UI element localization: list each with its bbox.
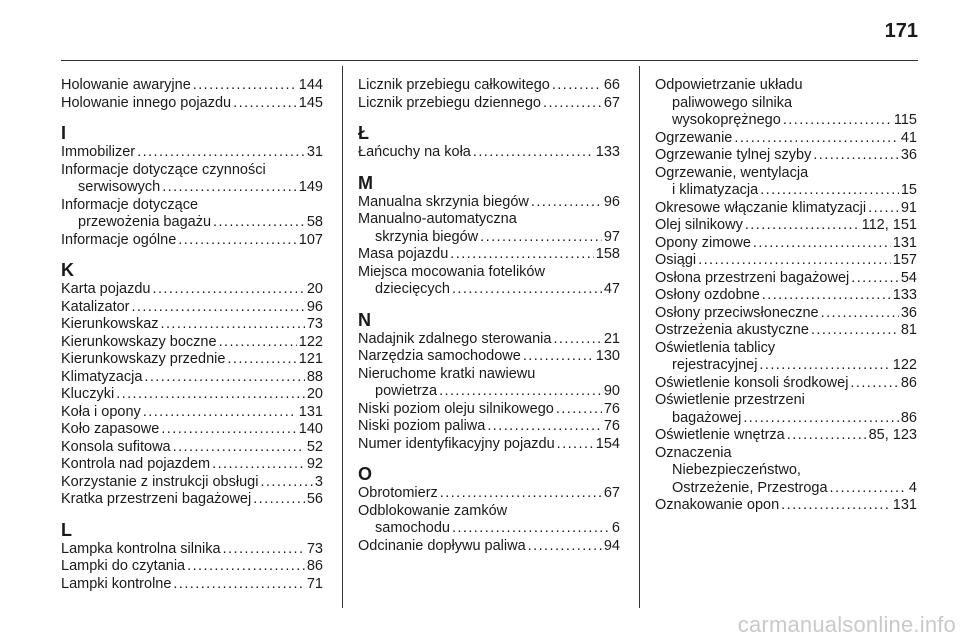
index-term: Holowanie innego pojazdu	[61, 94, 232, 111]
index-term: Masa pojazdu	[358, 246, 449, 262]
page-reference: 154	[595, 435, 620, 452]
index-entry	[655, 497, 917, 515]
index-term: Lampki do czytania	[61, 558, 186, 574]
index-column-3	[655, 77, 917, 515]
index-entry	[655, 287, 917, 305]
index-entry	[61, 299, 323, 317]
index-letter-heading: M	[358, 172, 373, 193]
dot-leader	[480, 229, 602, 247]
index-entry	[358, 401, 620, 419]
page-reference: 56	[306, 491, 323, 507]
index-term: Obrotomierz	[358, 485, 438, 501]
page-reference: 73	[306, 316, 323, 332]
index-entry	[655, 375, 917, 393]
index-term: Katalizator	[61, 298, 130, 315]
page-reference: 41	[900, 129, 917, 146]
page-reference: 52	[306, 438, 323, 455]
page-reference: 36	[900, 147, 917, 163]
index-entry	[61, 474, 323, 492]
column-divider	[342, 66, 343, 608]
index-term: paliwowego silnika	[672, 94, 793, 111]
page-reference: 140	[298, 421, 323, 437]
dot-leader	[552, 77, 602, 95]
dot-leader	[223, 541, 305, 559]
page-reference: 96	[603, 193, 620, 210]
page-reference: 112, 151	[861, 217, 917, 233]
index-letter-heading: O	[358, 464, 373, 484]
index-term: Olej silnikowy	[655, 217, 743, 233]
dot-leader	[219, 334, 297, 352]
index-term: powietrza	[375, 383, 438, 399]
page-reference: 73	[306, 540, 323, 557]
index-entry	[61, 281, 323, 299]
dot-leader	[452, 520, 610, 538]
dot-leader	[161, 316, 305, 334]
index-entry	[61, 421, 323, 439]
page-reference: 130	[595, 348, 620, 364]
page-reference: 47	[603, 281, 620, 297]
dot-leader	[528, 538, 602, 556]
dot-leader	[178, 232, 297, 250]
index-column-2	[358, 77, 620, 555]
index-letter-heading: K	[61, 260, 74, 280]
index-term: Łańcuchy na koła	[358, 144, 471, 160]
index-term: Koła i opony	[61, 403, 141, 420]
page-reference: 121	[298, 351, 323, 367]
dot-leader	[144, 369, 304, 387]
dot-leader	[227, 351, 296, 369]
index-term: Kierunkowskazy przednie	[61, 351, 226, 367]
page-reference: 86	[900, 409, 917, 426]
index-entry	[655, 77, 917, 130]
page-reference: 131	[892, 497, 917, 513]
column-divider	[639, 66, 640, 608]
dot-leader	[152, 281, 304, 299]
index-entry	[61, 576, 323, 594]
index-term: Nadajnik zdalnego sterowania	[358, 330, 552, 347]
dot-leader	[116, 386, 305, 404]
page-reference: 21	[603, 330, 620, 347]
dot-leader	[253, 491, 305, 509]
dot-leader	[523, 348, 594, 366]
index-entry	[61, 456, 323, 474]
page-reference: 122	[298, 333, 323, 350]
index-term: Koło zapasowe	[61, 421, 160, 437]
dot-leader	[137, 144, 305, 162]
index-term: rejestracyjnej	[672, 357, 758, 373]
page-reference: 66	[603, 77, 620, 93]
page-reference: 145	[298, 94, 323, 111]
index-term: wysokoprężnego	[672, 112, 781, 128]
dot-leader	[557, 436, 594, 454]
index-entry	[655, 252, 917, 270]
index-term: Oznakowanie opon	[655, 497, 780, 513]
dot-leader	[851, 270, 899, 288]
dot-leader	[850, 375, 898, 393]
index-term: Oświetlenie przestrzeni	[655, 392, 805, 408]
page-reference: 36	[900, 304, 917, 321]
page-reference: 91	[900, 199, 917, 216]
dot-leader	[173, 576, 304, 594]
page-reference: 94	[603, 537, 620, 554]
dot-leader	[781, 497, 891, 515]
index-entry	[61, 334, 323, 352]
dot-leader	[132, 299, 305, 317]
index-term: Kontrola nad pojazdem	[61, 456, 211, 472]
index-entry	[655, 130, 917, 148]
index-term: Odpowietrzanie układu	[655, 77, 803, 93]
index-entry	[655, 165, 917, 200]
page-reference: 144	[298, 77, 323, 93]
page-reference: 97	[603, 228, 620, 245]
index-term: Karta pojazdu	[61, 281, 151, 297]
index-entry	[358, 194, 620, 212]
dot-leader	[698, 252, 891, 270]
index-entry	[358, 246, 620, 264]
page-reference: 71	[306, 575, 323, 592]
index-term: Ogrzewanie, wentylacja	[655, 164, 809, 181]
index-entry	[61, 386, 323, 404]
index-entry	[655, 217, 917, 235]
dot-leader	[161, 421, 296, 439]
dot-leader	[745, 217, 860, 235]
dot-leader	[473, 144, 594, 162]
index-term: Lampki kontrolne	[61, 575, 172, 592]
page-reference: 131	[892, 234, 917, 251]
index-term: samochodu	[375, 520, 450, 536]
page-reference: 92	[306, 456, 323, 472]
dot-leader	[760, 182, 899, 200]
index-term: Kierunkowskazy boczne	[61, 333, 217, 350]
index-term: Ostrzeżenia akustyczne	[655, 322, 809, 338]
index-entry	[358, 144, 620, 162]
page-reference: 58	[306, 214, 323, 230]
dot-leader	[233, 95, 297, 113]
page-reference: 54	[900, 269, 917, 286]
page-number: 171	[884, 20, 918, 42]
page-reference: 88	[306, 368, 323, 385]
page-reference: 149	[298, 179, 323, 195]
index-entry	[61, 95, 323, 113]
page-reference: 133	[892, 287, 917, 303]
index-term: Licznik przebiegu całkowitego	[358, 77, 550, 93]
index-entry	[61, 491, 323, 509]
dot-leader	[450, 246, 594, 264]
page-reference: 31	[306, 144, 323, 160]
dot-leader	[212, 456, 305, 474]
index-entry	[61, 558, 323, 576]
dot-leader	[787, 427, 867, 445]
index-term: Holowanie awaryjne	[61, 77, 191, 93]
index-entry	[61, 77, 323, 95]
index-term: dziecięcych	[375, 281, 450, 297]
dot-leader	[439, 383, 602, 401]
index-term: Odblokowanie zamków	[358, 502, 508, 519]
index-term: Informacje dotyczące	[61, 196, 199, 213]
dot-leader	[162, 179, 297, 197]
index-entry	[358, 538, 620, 556]
index-entry	[358, 331, 620, 349]
index-entry	[61, 369, 323, 387]
index-term: Manualna skrzynia biegów	[358, 193, 529, 210]
dot-leader	[553, 331, 601, 349]
index-term: i klimatyzacja	[672, 182, 759, 198]
page-reference: 20	[306, 386, 323, 402]
watermark: carmanualsonline.info	[737, 612, 956, 637]
index-letter-heading: I	[61, 123, 67, 143]
index-term: Licznik przebiegu dziennego	[358, 94, 541, 111]
dot-leader	[783, 112, 892, 130]
page-reference: 20	[306, 281, 323, 297]
index-letter-heading: L	[61, 519, 72, 540]
page-reference: 15	[900, 182, 917, 198]
index-term: Oznaczenia	[655, 444, 732, 461]
index-term: Opony zimowe	[655, 234, 751, 251]
page-reference: 85, 123	[868, 427, 917, 443]
index-term: Osiągi	[655, 252, 697, 268]
index-entry	[61, 316, 323, 334]
index-term: Osłona przestrzeni bagażowej	[655, 269, 850, 286]
index-entry	[61, 351, 323, 369]
index-entry	[655, 340, 917, 375]
index-term: serwisowych	[78, 179, 161, 195]
index-term: Klimatyzacja	[61, 368, 143, 385]
page-reference: 122	[892, 357, 917, 373]
index-term: Nieruchome kratki nawiewu	[358, 365, 536, 382]
dot-leader	[759, 357, 890, 375]
index-term: skrzynia biegów	[375, 228, 479, 245]
page-reference: 86	[900, 374, 917, 391]
dot-leader	[753, 235, 891, 253]
index-entry	[61, 439, 323, 457]
index-entry	[655, 392, 917, 427]
index-term: Ogrzewanie tylnej szyby	[655, 147, 812, 163]
index-term: Osłony ozdobne	[655, 287, 760, 303]
index-entry	[655, 270, 917, 288]
index-term: Narzędzia samochodowe	[358, 348, 521, 364]
index-entry	[61, 541, 323, 559]
index-entry	[358, 348, 620, 366]
index-entry	[655, 235, 917, 253]
index-entry	[358, 418, 620, 436]
index-entry	[61, 197, 323, 232]
index-entry	[358, 264, 620, 299]
dot-leader	[813, 147, 899, 165]
index-term: przewożenia bagażu	[78, 214, 212, 230]
index-entry	[61, 404, 323, 422]
index-term: Ogrzewanie	[655, 129, 733, 146]
index-entry	[61, 232, 323, 250]
page-reference: 67	[603, 485, 620, 501]
index-entry	[358, 77, 620, 95]
index-entry	[655, 322, 917, 340]
index-entry	[61, 144, 323, 162]
page-reference: 158	[595, 246, 620, 262]
page-reference: 76	[603, 400, 620, 417]
dot-leader	[868, 200, 899, 218]
index-term: Korzystanie z instrukcji obsługi	[61, 473, 259, 490]
dot-leader	[143, 404, 297, 422]
page-reference: 157	[892, 252, 917, 268]
dot-leader	[173, 439, 305, 457]
index-term: Niski poziom paliwa	[358, 418, 486, 434]
index-term: Niski poziom oleju silnikowego	[358, 400, 554, 417]
index-term: Okresowe włączanie klimatyzacji	[655, 199, 867, 216]
index-term: Oświetlenie wnętrza	[655, 427, 785, 443]
dot-leader	[811, 322, 899, 340]
index-term: Informacje dotyczące czynności	[61, 161, 266, 178]
page-reference: 81	[900, 322, 917, 338]
dot-leader	[531, 194, 602, 212]
page-reference: 76	[603, 418, 620, 434]
dot-leader	[187, 558, 305, 576]
index-term: Numer identyfikacyjny pojazdu	[358, 435, 555, 452]
index-term: Kierunkowskaz	[61, 316, 159, 332]
index-entry	[358, 211, 620, 246]
index-term: Ostrzeżenie, Przestroga	[672, 479, 828, 496]
index-term: Kratka przestrzeni bagażowej	[61, 491, 252, 507]
dot-leader	[830, 480, 907, 498]
index-entry	[358, 485, 620, 503]
page-reference: 4	[908, 479, 917, 496]
dot-leader	[821, 305, 899, 323]
dot-leader	[487, 418, 602, 436]
dot-leader	[452, 281, 602, 299]
page-reference: 67	[603, 94, 620, 111]
page-reference: 133	[595, 144, 620, 160]
index-entry	[358, 503, 620, 538]
index-term: Manualno-automatyczna	[358, 211, 517, 227]
page-reference: 115	[893, 112, 917, 128]
index-term: Konsola sufitowa	[61, 438, 171, 455]
dot-leader	[193, 77, 297, 95]
index-entry	[655, 427, 917, 445]
page-reference: 90	[603, 383, 620, 399]
index-letter-heading: Ł	[358, 123, 369, 143]
index-entry	[655, 445, 917, 498]
page-reference: 86	[306, 558, 323, 574]
dot-leader	[556, 401, 602, 419]
dot-leader	[743, 410, 899, 428]
index-term: Informacje ogólne	[61, 231, 177, 248]
index-term: Oświetlenia tablicy	[655, 339, 776, 356]
index-term: Oświetlenie konsoli środkowej	[655, 374, 849, 391]
index-entry	[358, 436, 620, 454]
page-reference: 131	[298, 403, 323, 420]
index-term: Miejsca mocowania fotelików	[358, 263, 545, 280]
index-entry	[61, 162, 323, 197]
dot-leader	[734, 130, 898, 148]
index-entry	[655, 200, 917, 218]
dot-leader	[762, 287, 891, 305]
index-entry	[655, 305, 917, 323]
index-term: Immobilizer	[61, 144, 136, 160]
page-reference: 3	[314, 473, 323, 490]
header-rule	[61, 60, 918, 61]
page-reference: 6	[611, 520, 620, 536]
index-entry	[358, 95, 620, 113]
dot-leader	[440, 485, 602, 503]
page-reference: 96	[306, 298, 323, 315]
dot-leader	[543, 95, 602, 113]
dot-leader	[213, 214, 305, 232]
index-term: Kluczyki	[61, 386, 115, 402]
index-term: Niebezpieczeństwo,	[672, 462, 801, 478]
index-letter-heading: N	[358, 309, 371, 330]
index-column-1	[61, 77, 323, 593]
index-term: Osłony przeciwsłoneczne	[655, 304, 819, 321]
index-term: Odcinanie dopływu paliwa	[358, 537, 526, 554]
index-term: bagażowej	[672, 409, 742, 426]
page-reference: 107	[298, 231, 323, 248]
index-term: Lampka kontrolna silnika	[61, 540, 221, 557]
dot-leader	[260, 474, 312, 492]
index-entry	[655, 147, 917, 165]
index-entry	[358, 366, 620, 401]
